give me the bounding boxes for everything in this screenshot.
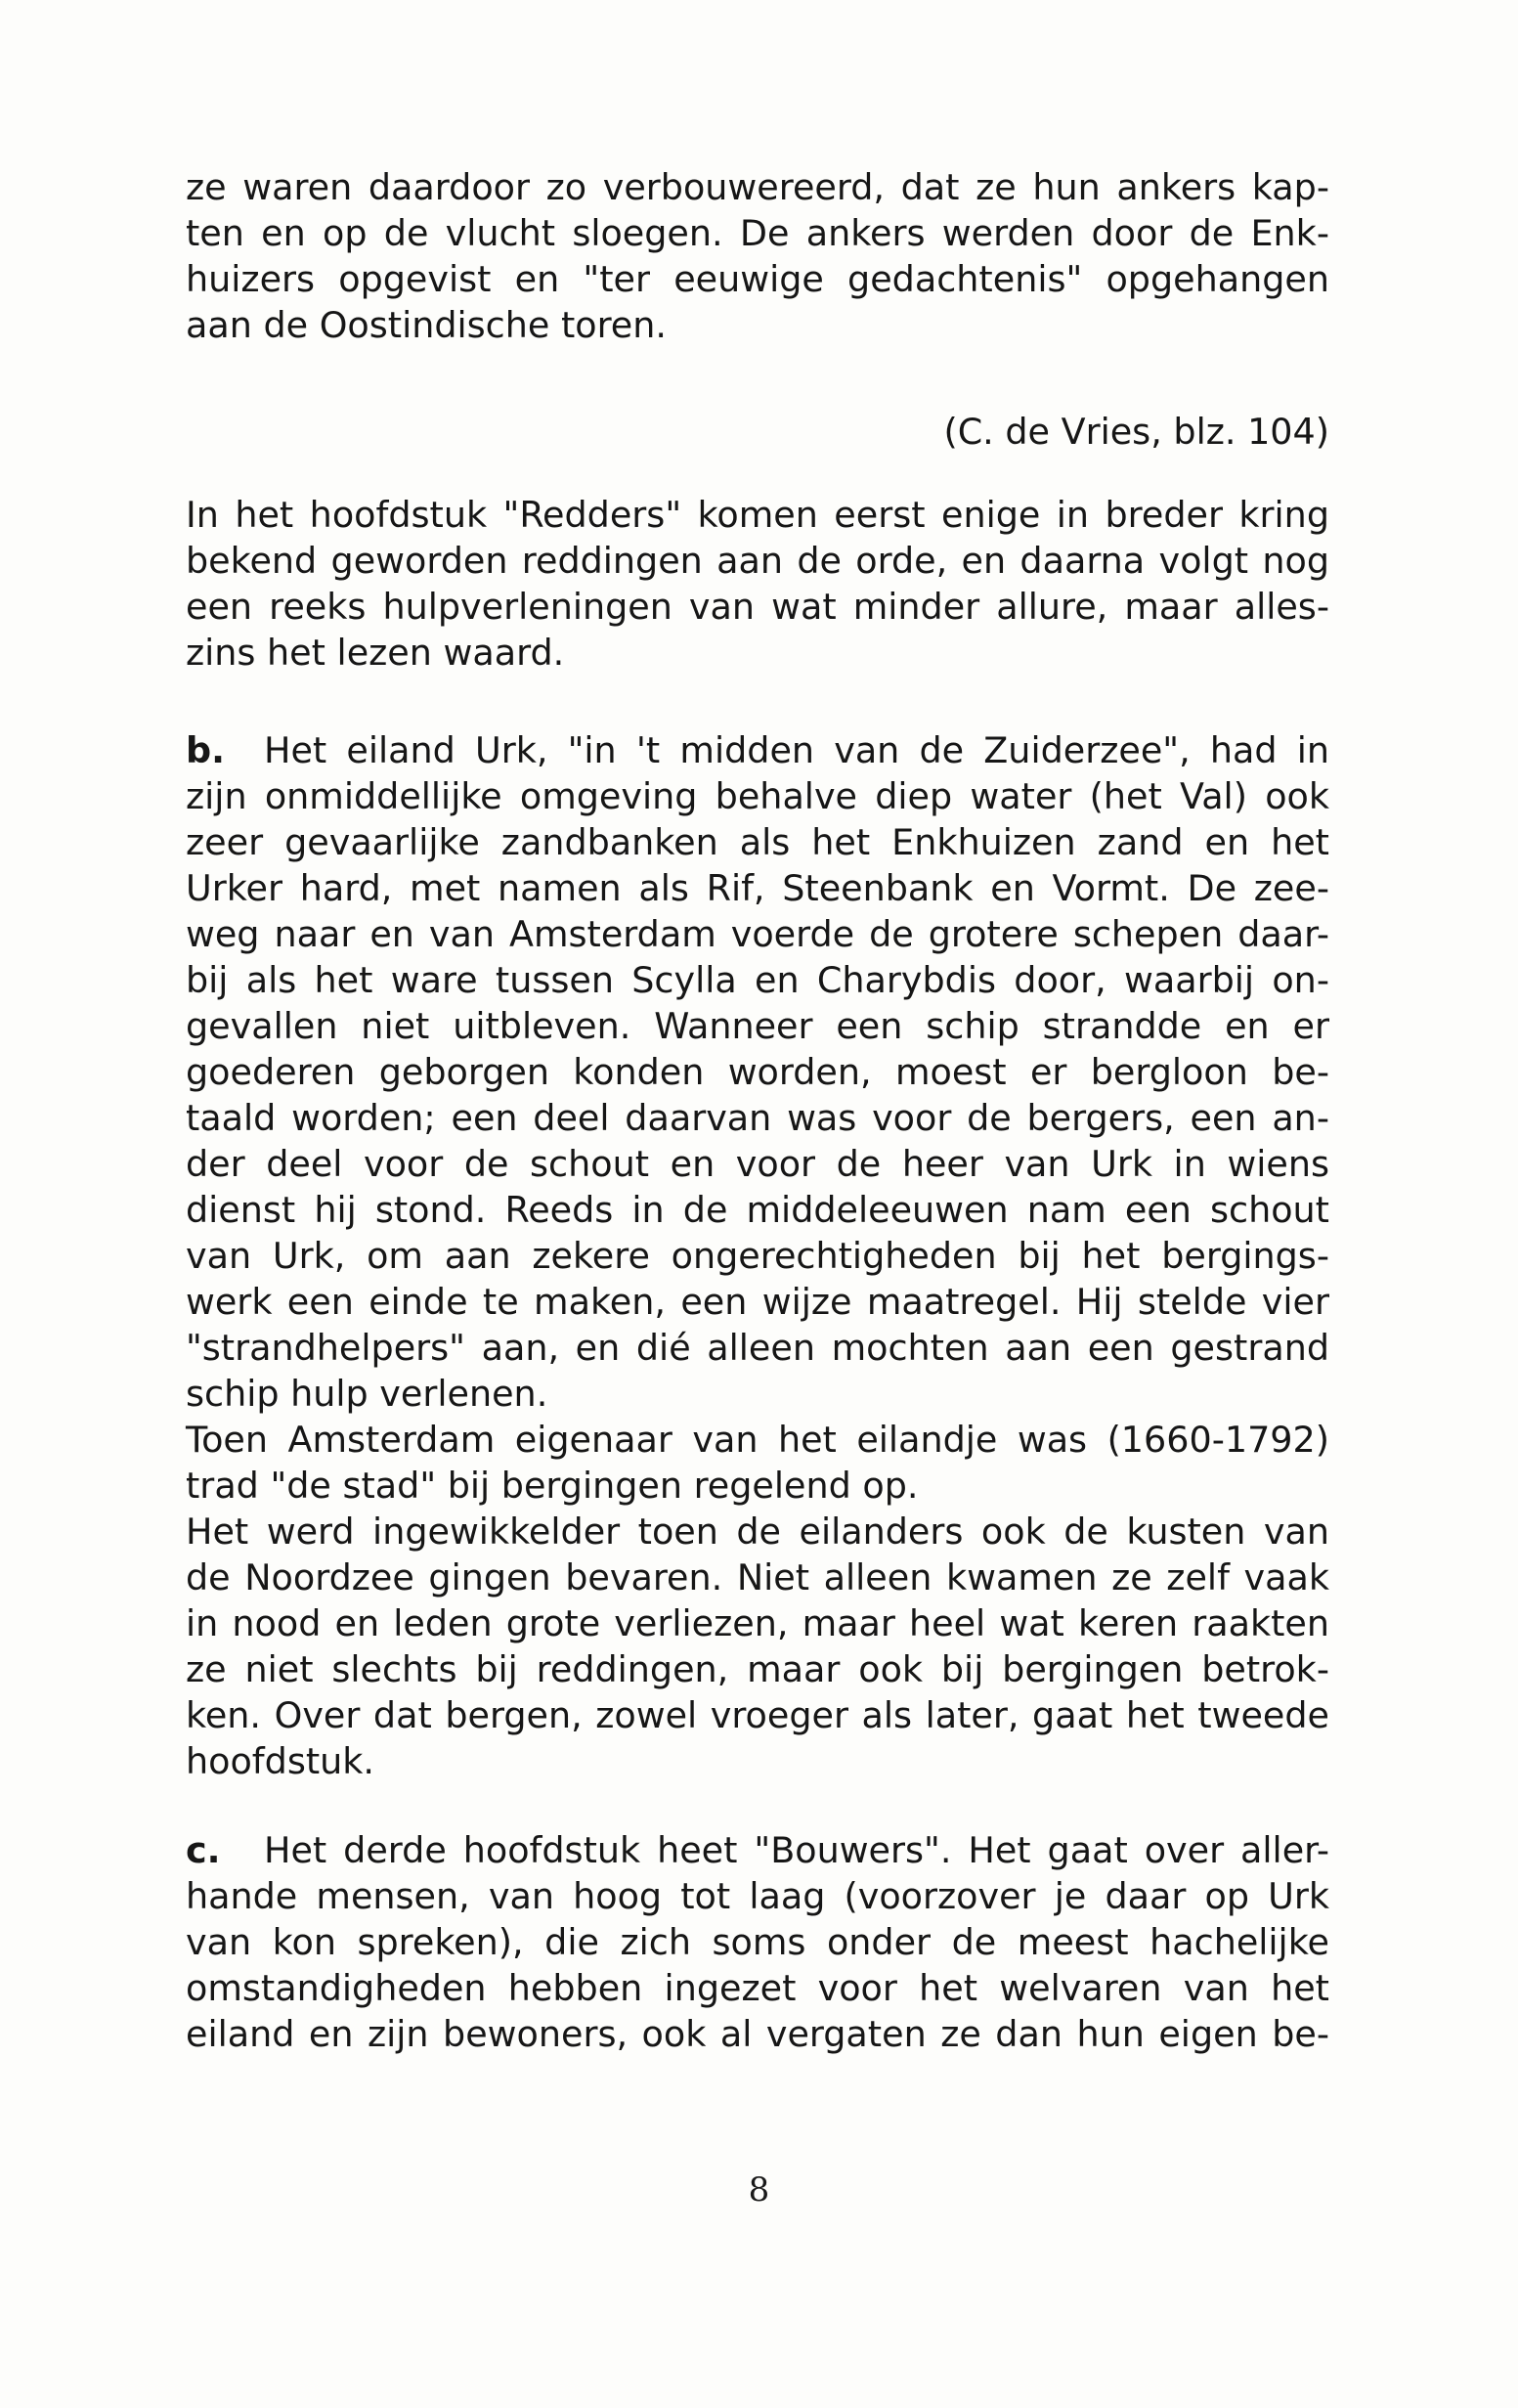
text-line: taald worden; een deel daarvan was voor de bergers, een an- (186, 1097, 1329, 1139)
text-line: "strandhelpers" aan, en dié alleen mochten aan een gestrand (186, 1327, 1329, 1369)
text-line: zins het lezen waard. (186, 632, 565, 674)
text-line: Het eiland Urk, "in 't midden van de Zuiderzee", had in (264, 729, 1329, 771)
text-line: bij als het ware tussen Scylla en Charybdis door, waarbij on- (186, 959, 1329, 1001)
page-number: 8 (748, 2170, 770, 2210)
section-c (186, 1827, 1329, 2057)
text-line: Toen Amsterdam eigenaar van het eilandje was (1660-1792) (186, 1419, 1329, 1461)
text-line: Het derde hoofdstuk heet "Bouwers". Het gaat over aller- (264, 1829, 1329, 1871)
text-line: hoofdstuk. (186, 1740, 375, 1782)
text-line: eiland en zijn bewoners, ook al vergaten ze dan hun eigen be- (186, 2013, 1329, 2055)
text-line: goederen geborgen konden worden, moest er bergloon be- (186, 1051, 1329, 1093)
section-b (186, 727, 1329, 1784)
text-line: Urker hard, met namen als Rif, Steenbank en Vormt. De zee- (186, 867, 1329, 909)
text-line: schip hulp verlenen. (186, 1373, 548, 1415)
paragraph-redders (186, 492, 1329, 676)
text-line: der deel voor de schout en voor de heer van Urk in wiens (186, 1143, 1329, 1185)
paragraph-quote-ending (186, 164, 1329, 348)
text-line: weg naar en van Amsterdam voerde de grotere schepen daar- (186, 913, 1329, 955)
text-line: bekend geworden reddingen aan de orde, en daarna volgt nog (186, 540, 1329, 582)
text-line: ze niet slechts bij reddingen, maar ook bij bergingen betrok- (186, 1648, 1329, 1690)
citation-block (186, 409, 1329, 455)
text-line: Het werd ingewikkelder toen de eilanders ook de kusten van (186, 1510, 1329, 1553)
text-line: huizers opgevist en "ter eeuwige gedachtenis" opgehangen (186, 258, 1329, 300)
text-line: ten en op de vlucht sloegen. De ankers werden door de Enk- (186, 212, 1329, 254)
text-line: zeer gevaarlijke zandbanken als het Enkhuizen zand en het (186, 821, 1329, 863)
section-b-first-line (186, 727, 1329, 773)
section-c-marker: c. (186, 1829, 221, 1871)
citation: (C. de Vries, blz. 104) (943, 411, 1329, 453)
text-line: van Urk, om aan zekere ongerechtigheden bij het bergings- (186, 1235, 1329, 1277)
text-line: van kon spreken), die zich soms onder de meest hachelijke (186, 1921, 1329, 1963)
text-line: ken. Over dat bergen, zowel vroeger als later, gaat het tweede (186, 1694, 1329, 1736)
text-line: gevallen niet uitbleven. Wanneer een schip strandde en er (186, 1005, 1329, 1047)
text-line: zijn onmiddellijke omgeving behalve diep water (het Val) ook (186, 775, 1329, 817)
text-line: In het hoofdstuk "Redders" komen eerst enige in breder kring (186, 494, 1329, 536)
text-line: in nood en leden grote verliezen, maar heel wat keren raakten (186, 1602, 1329, 1644)
text-line: trad "de stad" bij bergingen regelend op. (186, 1465, 919, 1507)
text-line: een reeks hulpverleningen van wat minder allure, maar alles- (186, 586, 1329, 628)
text-line: de Noordzee gingen bevaren. Niet alleen kwamen ze zelf vaak (186, 1556, 1329, 1598)
section-b-marker: b. (186, 729, 225, 771)
text-line: aan de Oostindische toren. (186, 304, 667, 346)
text-line: dienst hij stond. Reeds in de middeleeuwen nam een schout (186, 1189, 1329, 1231)
text-line: hande mensen, van hoog tot laag (voorzover je daar op Urk (186, 1875, 1329, 1917)
text-line: werk een einde te maken, een wijze maatregel. Hij stelde vier (186, 1281, 1329, 1323)
text-line: omstandigheden hebben ingezet voor het welvaren van het (186, 1967, 1329, 2009)
text-line: ze waren daardoor zo verbouwereerd, dat ze hun ankers kap- (186, 166, 1329, 208)
section-c-first-line (186, 1827, 1329, 1873)
